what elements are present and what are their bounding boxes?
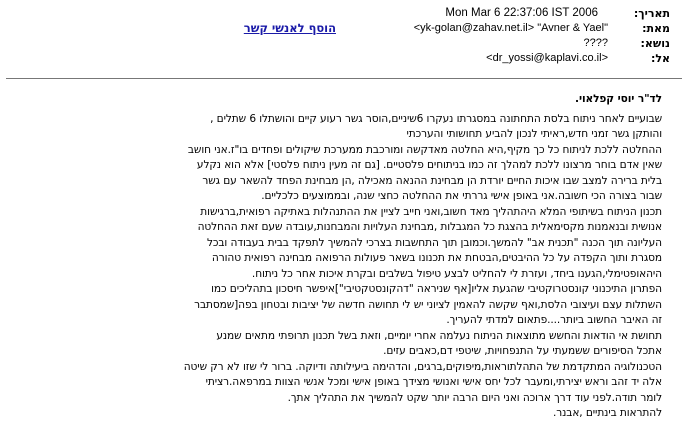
to-value: <dr_yossi@kaplavi.co.il> (486, 52, 608, 64)
email-body (22, 92, 662, 422)
from-label: מאת: (642, 22, 670, 35)
body-line: הטכנולוגיה המתקדמת של התהלתוראות,מיפוקים,ברגים, והדהימה ביעילותה ודיוקה. ברור לי שזו לא רק שיטה (183, 360, 662, 373)
body-line: מסגרת ותוך הקפדה על כל ההיבטים,הבטחת את תכנונו בשאר פעולות הרפואה מבחינה רפואית טהורה (211, 252, 662, 264)
email-header (110, 6, 670, 66)
body-line: הפתרון התיכנוני קונסטרוקטיבי שהגעת אליו[אף שניראה "דהקונסטקטיבי"]איפשר חיסכון בתהליכים כמו (211, 283, 662, 295)
body-line: תחושת אי הודאות והחשש מתוצאות הניתוח נעלמה אחרי יומיים, וזאת בשל תכנון תרופתי מתאים שמנע (216, 329, 662, 342)
subject-label: נושא: (640, 37, 670, 50)
body-line: שאין אדם בוחר מרצונו ללכת למהלך זה כמו בניתוחים פלסטיים. [גם זה מעין ניתוח פלסטי] אלא הוא נקלע (196, 159, 662, 171)
body-line: להתראות בינתיים ,אבנר. (553, 407, 662, 419)
subject-row (110, 36, 670, 51)
date-value: Mon Mar 6 22:37:06 IST 2006 (445, 7, 598, 19)
from-row (110, 21, 670, 36)
body-line: אנושית ובנאמנות מקסימאלית בהצגת כל המגבלות ,מבחינת העלויות והמבחנות,עובדה שעם זאת ההחלטה (197, 221, 662, 233)
body-line: לומר תודה.לפני עוד דרך ארוכה ואני היום הרבה יותר שקט להמשיך את התהליך אתך. (287, 391, 662, 404)
from-name: "Avner & Yael" (537, 22, 608, 34)
body-line: היהאופטימלי,הגענו ביחד, ועזרת לי להחליט לבצע טיפול בשלבים ובקרת איכות אחר כל ניתוח. (251, 267, 662, 280)
to-row (110, 51, 670, 66)
from-value (414, 21, 608, 36)
body-line: אתכל הסיפורים ששמעתי על התנפחויות, שיטפי דם,כאבים עזים. (383, 345, 662, 357)
body-line: בלית ברירה למצב שבו איכות החיים יורדת הן מבחינת ההנאה מאכילה ,הן מבחינת הפחד להשאר עם גשר (202, 174, 662, 187)
body-line: אלה יד זהב וראש יצירתי,ומעבר לכל יחס אישי ואנושי מצידך באופן אישי ומכל אנשי הצוות במרפאה.רציתי (205, 376, 662, 388)
date-label: תאריך: (633, 7, 670, 20)
body-line: השתלות עצם ועיצובי הלסת,ואף שקשה להאמין לציוני יש לי תחושה חדשה של יציבות ובטחון בפה[שמסתבר (194, 298, 662, 311)
body-line: שבור בצורה הכי חשובה.אני באופן אישי גררתי את ההחלטה כחצי שנה, ובממוצעים כלכליים. (261, 190, 662, 202)
header-divider (6, 78, 682, 79)
to-label: אל: (650, 52, 670, 65)
body-line: והותקן גשר זמני חדש,ראיתי לנכון להביע תחושותי והערכתי (406, 128, 662, 140)
date-row (110, 6, 670, 21)
body-line: זה האיבר החשוב ביותר....פתאום למדתי להעריך. (446, 314, 662, 326)
greeting-line: לד"ר יוסי קפלאוי. (575, 93, 662, 105)
body-line: שבועיים לאחר ניתוח בלסת התחתונה במסגרתו נעקרו 6שיניים,הוסר גשר רעוע קיים והושתלו 6 שתלים , (210, 112, 662, 125)
body-line: תכנון הניתוח בשיתופי המלא היהתהליך מאד חשוב,ואני חייב לציין את ההתנהלות באתיקה רפואית,ברגישות (200, 205, 662, 218)
from-email: <yk-golan@zahav.net.il> (413, 22, 535, 34)
body-line: ההחלטה ללכת לניתוח כל כך מקיף,היא החלטה מאדקשה ומורכבת ממערכת שיקולים ופחדים בו"ז.אני חושב (187, 143, 662, 156)
add-to-contacts-link[interactable]: הוסף לאנשי קשר (243, 21, 336, 35)
body-line: העליונה תוך הכנה "תכנית אב" להמשך.וכמובן תוך התחשבות בצרכי להמשיך לתפקד בבית בעבודה ובכל (206, 236, 662, 249)
subject-value: ???? (583, 37, 608, 49)
